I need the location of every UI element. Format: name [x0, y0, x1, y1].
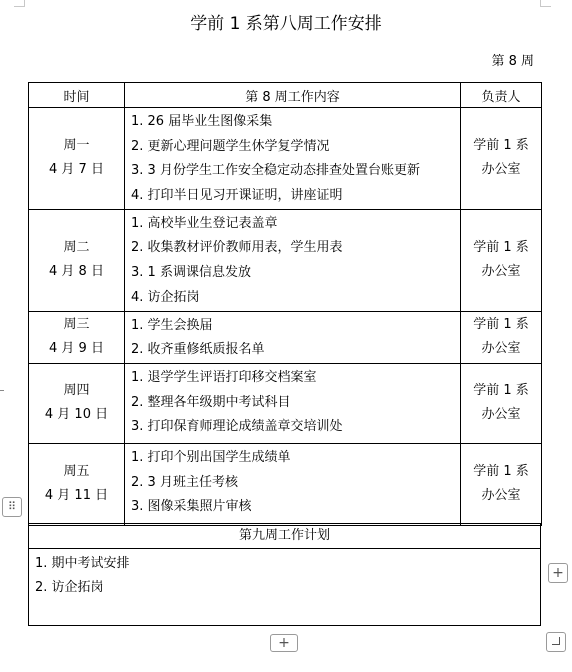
next-week-plan-table[interactable]	[28, 523, 541, 626]
week-label: 第 8 周	[491, 54, 534, 69]
task-item: 1. 学生会换届	[131, 317, 213, 333]
person-cell[interactable]	[461, 108, 542, 210]
task-item: 3. 1 系调课信息发放	[131, 265, 251, 281]
add-column-button[interactable]	[548, 563, 568, 583]
task-item: 3. 图像采集照片审核	[131, 499, 252, 515]
person-cell[interactable]	[461, 363, 542, 443]
day-name: 周五	[63, 464, 90, 480]
day-date: 4 月 9 日	[49, 341, 104, 357]
day-name: 周四	[63, 383, 90, 399]
page-corner-mark-right	[540, 0, 551, 7]
task-item: 2. 更新心理问题学生休学复学情况	[131, 138, 330, 154]
task-item: 1. 26 届毕业生图像采集	[131, 114, 273, 129]
person-line2: 办公室	[481, 162, 521, 178]
task-item: 2. 整理各年级期中考试科目	[131, 394, 291, 410]
person-line1: 学前 1 系	[473, 317, 529, 333]
add-row-button[interactable]	[270, 634, 298, 652]
day-name: 周三	[63, 317, 90, 333]
header-time: 时间	[29, 83, 125, 108]
person-line1: 学前 1 系	[473, 138, 529, 154]
table-row-wednesday	[29, 311, 542, 363]
day-cell[interactable]	[29, 311, 125, 363]
task-item: 1. 高校毕业生登记表盖章	[131, 215, 278, 231]
person-line2: 办公室	[481, 341, 521, 357]
table-header-row	[29, 83, 542, 108]
day-cell[interactable]	[29, 443, 125, 525]
task-item: 4. 打印半日见习开课证明，讲座证明	[131, 188, 343, 204]
day-date: 4 月 7 日	[49, 162, 104, 178]
task-item: 4. 访企拓岗	[131, 289, 200, 305]
person-line1: 学前 1 系	[473, 464, 529, 480]
person-cell[interactable]	[461, 311, 542, 363]
person-line1: 学前 1 系	[473, 383, 529, 399]
table-move-handle[interactable]	[2, 497, 22, 517]
tasks-cell[interactable]	[125, 443, 461, 525]
task-item: 3. 3 月份学生工作安全稳定动态排查处置台账更新	[131, 163, 420, 179]
person-line2: 办公室	[481, 264, 521, 280]
header-person: 负责人	[461, 83, 542, 108]
resize-corner-icon	[552, 637, 560, 645]
next-week-plan-list[interactable]	[29, 549, 540, 600]
person-cell[interactable]	[461, 209, 542, 311]
weekly-schedule-table	[28, 82, 542, 526]
table-row-thursday	[29, 363, 542, 443]
plus-icon: +	[278, 635, 290, 651]
task-item: 3. 打印保育师理论成绩盖章交培训处	[131, 419, 343, 435]
person-line1: 学前 1 系	[473, 240, 529, 256]
table-row-friday	[29, 443, 542, 525]
day-name: 周二	[63, 240, 90, 256]
task-item: 1. 打印个别出国学生成绩单	[131, 449, 291, 465]
table-resize-handle[interactable]	[546, 632, 566, 652]
day-cell[interactable]	[29, 108, 125, 210]
day-date: 4 月 11 日	[44, 488, 109, 504]
document-title: 学前 1 系第八周工作安排	[190, 14, 382, 34]
grip-dots-icon: ⠿	[7, 500, 17, 513]
table-row-monday	[29, 108, 542, 210]
person-line2: 办公室	[481, 488, 521, 504]
header-content: 第 8 周工作内容	[125, 83, 461, 108]
day-name: 周一	[63, 138, 90, 154]
tasks-cell[interactable]	[125, 209, 461, 311]
person-cell[interactable]	[461, 443, 542, 525]
plan-item: 2. 访企拓岗	[35, 580, 104, 595]
day-cell[interactable]	[29, 209, 125, 311]
task-item: 1. 退学学生评语打印移交档案室	[131, 369, 317, 385]
day-date: 4 月 10 日	[44, 407, 109, 423]
tasks-cell[interactable]	[125, 108, 461, 210]
table-row-tuesday	[29, 209, 542, 311]
plan-item: 1. 期中考试安排	[35, 556, 130, 571]
next-week-plan-title: 第九周工作计划	[29, 524, 540, 549]
margin-marker	[0, 390, 4, 391]
day-cell[interactable]	[29, 363, 125, 443]
task-item: 2. 收齐重修纸质报名单	[131, 342, 265, 358]
tasks-cell[interactable]	[125, 363, 461, 443]
plus-icon: +	[552, 565, 564, 581]
tasks-cell[interactable]	[125, 311, 461, 363]
person-line2: 办公室	[481, 407, 521, 423]
task-item: 2. 3 月班主任考核	[131, 474, 238, 490]
day-date: 4 月 8 日	[49, 264, 104, 280]
page-corner-mark-left	[14, 0, 25, 7]
task-item: 2. 收集教材评价教师用表，学生用表	[131, 240, 343, 256]
